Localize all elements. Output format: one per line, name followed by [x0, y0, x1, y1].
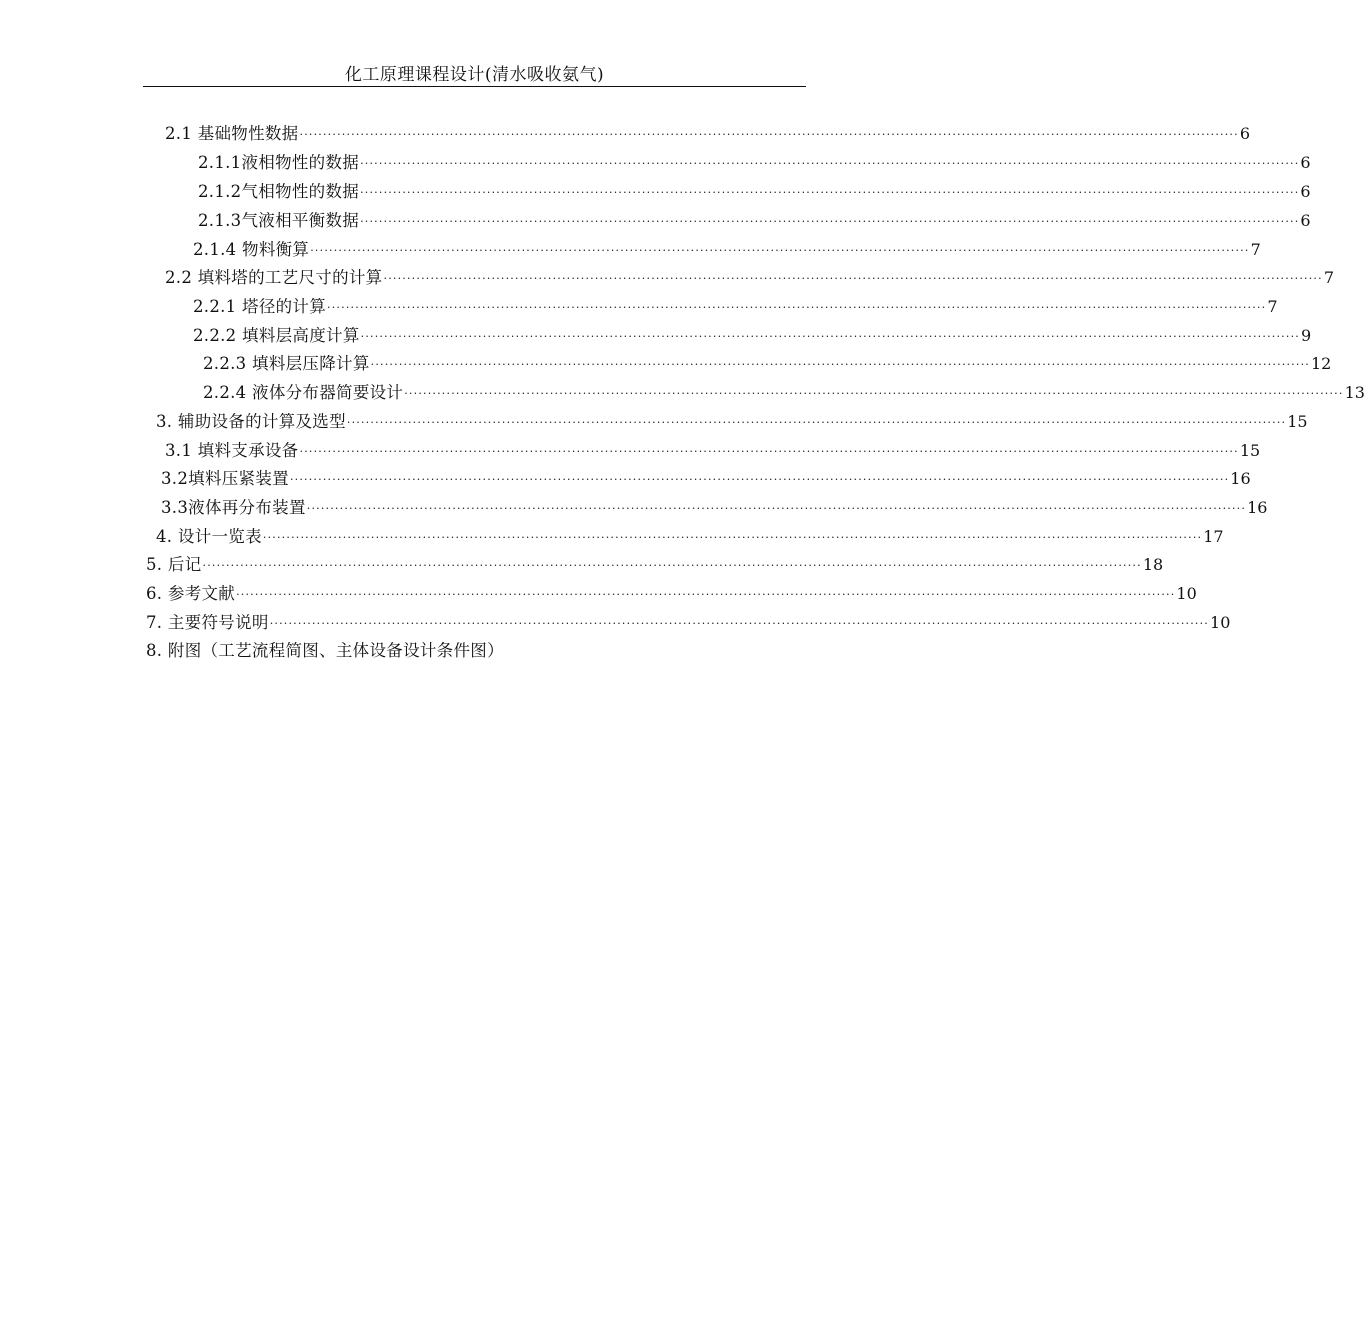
toc-entry-label: 4. 设计一览表: [156, 527, 262, 546]
toc-dot-leader: ········································································································································································································: [202, 559, 1142, 572]
toc-entry-2-2-3[interactable]: [203, 352, 1332, 376]
toc-entry-page: 6: [1300, 182, 1311, 201]
toc-entry-label: 2.2.2 填料层高度计算: [193, 326, 360, 345]
toc-entry-label: 2.1 基础物性数据: [165, 124, 299, 143]
toc-entry-2-1-1[interactable]: [198, 151, 1311, 175]
toc-entry-label: 3.3液体再分布装置: [161, 498, 306, 517]
toc-entry-label: 3.1 填料支承设备: [165, 441, 299, 460]
toc-entry-page: 9: [1300, 326, 1312, 345]
toc-dot-leader: ········································································································································································································: [236, 588, 1176, 601]
toc-entry-page: 6: [1239, 124, 1251, 143]
toc-entry-7[interactable]: [146, 611, 1231, 635]
toc-entry-label: 2.1.2气相物性的数据: [198, 182, 360, 201]
toc-entry-3-1[interactable]: [165, 439, 1261, 463]
toc-entry-2-2-4[interactable]: [203, 381, 1365, 405]
toc-dot-leader: ········································································································································································································: [306, 502, 1247, 515]
toc-entry-3[interactable]: [156, 410, 1308, 434]
toc-dot-leader: ········································································································································································································: [370, 358, 1310, 371]
toc-entry-page: 7: [1267, 297, 1278, 316]
page-header-title: 化工原理课程设计(清水吸收氨气): [344, 65, 605, 85]
toc-entry-label: 5. 后记: [146, 555, 202, 574]
toc-entry-label: 2.1.4 物料衡算: [193, 240, 310, 259]
toc-entry-label: 2.2 填料塔的工艺尺寸的计算: [165, 268, 383, 287]
toc-dot-leader: ········································································································································································································: [360, 215, 1300, 228]
toc-dot-leader: ········································································································································································································: [299, 445, 1239, 458]
toc-entry-page: 12: [1310, 354, 1332, 373]
toc-entry-8[interactable]: [146, 639, 806, 663]
toc-entry-page: 13: [1344, 383, 1365, 402]
toc-dot-leader: ········································································································································································································: [310, 244, 1250, 257]
toc-entry-label: 8. 附图（工艺流程简图、主体设备设计条件图）: [146, 641, 504, 660]
toc-entry-label: 2.2.3 填料层压降计算: [203, 354, 370, 373]
toc-entry-label: 2.1.3气液相平衡数据: [198, 211, 360, 230]
toc-entry-page: 16: [1247, 498, 1268, 517]
toc-entry-2-1-3[interactable]: [198, 209, 1311, 233]
toc-entry-page: 15: [1287, 412, 1308, 431]
toc-entry-label: 3.2填料压紧装置: [161, 469, 289, 488]
toc-dot-leader: ········································································································································································································: [383, 272, 1323, 285]
toc-dot-leader: ········································································································································································································: [360, 186, 1300, 199]
toc-entry-label: 2.2.4 液体分布器简要设计: [203, 383, 404, 402]
toc-entry-page: 7: [1250, 240, 1261, 259]
toc-entry-6[interactable]: [146, 582, 1197, 606]
toc-entry-2-2-2[interactable]: [193, 324, 1312, 348]
toc-entry-page: 15: [1239, 441, 1261, 460]
toc-dot-leader: ········································································································································································································: [327, 301, 1267, 314]
toc-entry-2-2-1[interactable]: [193, 295, 1278, 319]
toc-entry-2-1-2[interactable]: [198, 180, 1311, 204]
toc-dot-leader: ········································································································································································································: [299, 128, 1239, 141]
toc-dot-leader: ········································································································································································································: [404, 387, 1344, 400]
toc-entry-page: 6: [1300, 211, 1311, 230]
toc-dot-leader: ········································································································································································································: [360, 330, 1300, 343]
toc-entry-page: 7: [1323, 268, 1335, 287]
toc-dot-leader: ········································································································································································································: [269, 617, 1210, 630]
toc-entry-page: 16: [1230, 469, 1251, 488]
toc-dot-leader: ········································································································································································································: [262, 531, 1203, 544]
toc-entry-2-2[interactable]: [165, 266, 1335, 290]
toc-entry-page: 10: [1210, 613, 1231, 632]
toc-entry-5[interactable]: [146, 553, 1164, 577]
toc-entry-label: 3. 辅助设备的计算及选型: [156, 412, 346, 431]
toc-dot-leader: ········································································································································································································: [346, 416, 1287, 429]
toc-entry-label: 2.1.1液相物性的数据: [198, 153, 360, 172]
toc-entry-2-1[interactable]: [165, 122, 1251, 146]
toc-entry-page: 6: [1300, 153, 1311, 172]
toc-entry-page: 17: [1203, 527, 1224, 546]
toc-entry-label: 7. 主要符号说明: [146, 613, 269, 632]
toc-entry-3-3[interactable]: [161, 496, 1268, 520]
toc-dot-leader: ········································································································································································································: [289, 473, 1230, 486]
toc-entry-2-1-4[interactable]: [193, 238, 1261, 262]
toc-entry-label: 2.2.1 塔径的计算: [193, 297, 327, 316]
toc-entry-page: 18: [1142, 555, 1164, 574]
toc-dot-leader: ········································································································································································································: [360, 157, 1300, 170]
toc-entry-4[interactable]: [156, 525, 1224, 549]
toc-entry-page: 10: [1176, 584, 1197, 603]
toc-entry-label: 6. 参考文献: [146, 584, 236, 603]
toc-entry-3-2[interactable]: [161, 467, 1251, 491]
